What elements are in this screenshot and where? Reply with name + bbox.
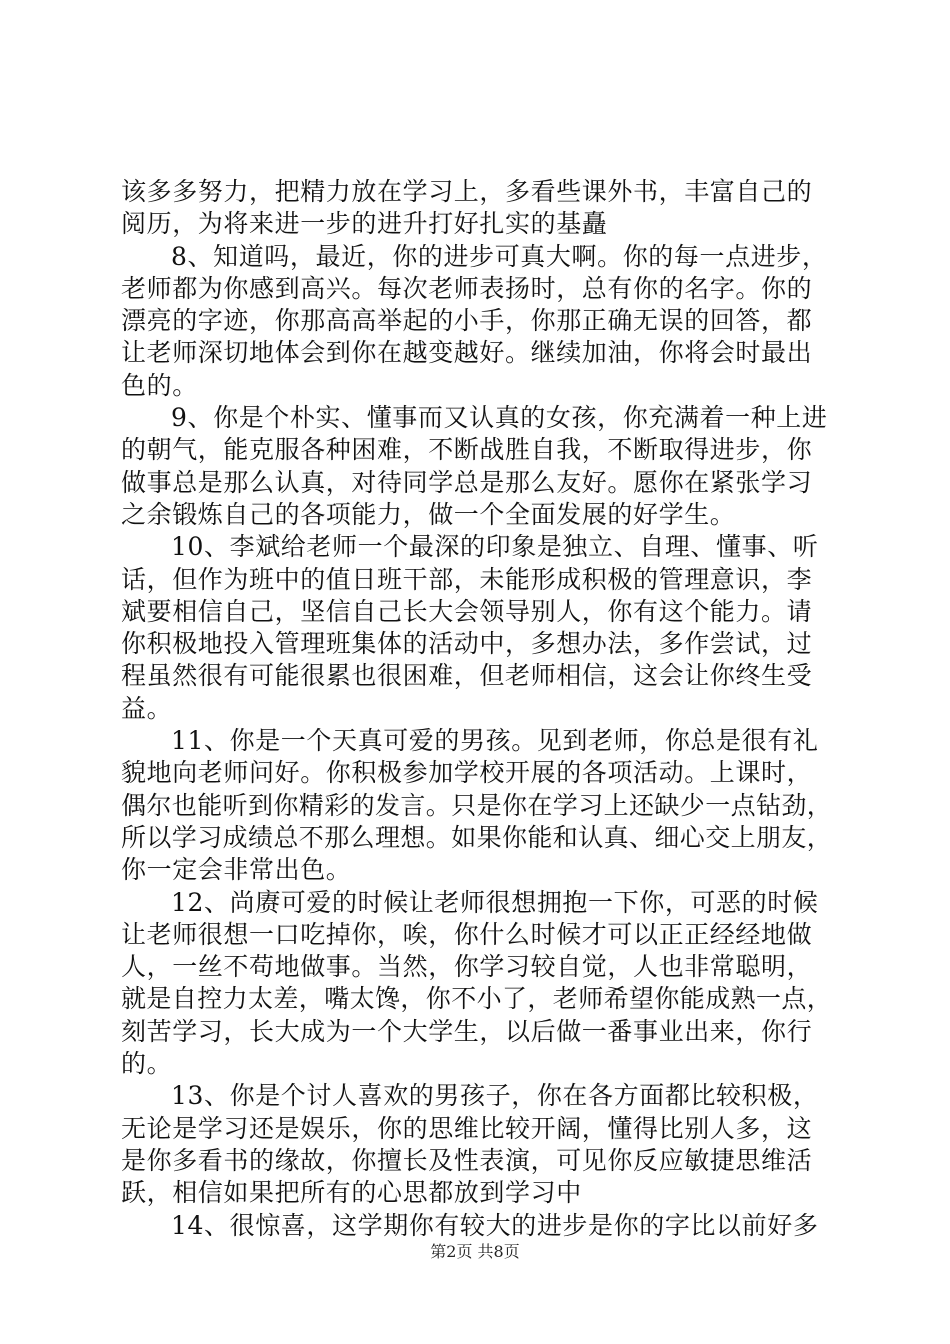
text-line: 12、尚赓可爱的时候让老师很想拥抱一下你，可恶的时候 [171,887,819,917]
text-line: 做事总是那么认真，对待同学总是那么友好。愿你在紧张学习 [121,467,813,497]
text-line: 偶尔也能听到你精彩的发言。只是你在学习上还缺少一点钻劲， [121,790,833,820]
text-line: 老师都为你感到高兴。每次老师表扬时，总有你的名字。你的 [121,273,813,303]
text-line: 你一定会非常出色。 [121,855,352,885]
text-line: 跃，相信如果把所有的心思都放到学习中 [121,1178,582,1208]
text-line: 的。 [121,1049,173,1079]
text-line: 貌地向老师问好。你积极参加学校开展的各项活动。上课时， [121,758,813,788]
text-line: 刻苦学习，长大成为一个大学生，以后做一番事业出来，你行 [121,1016,813,1046]
text-line: 13、你是个讨人喜欢的男孩子，你在各方面都比较积极， [171,1081,819,1111]
text-line: 就是自控力太差，嘴太馋，你不小了，老师希望你能成熟一点， [121,984,833,1014]
text-line: 所以学习成绩总不那么理想。如果你能和认真、细心交上朋友， [121,822,833,852]
text-line: 阅历，为将来进一步的进升打好扎实的基矗 [121,209,608,239]
document-body [121,176,833,1242]
text-line: 是你多看书的缘故，你擅长及性表演，可见你反应敏捷思维活 [121,1145,813,1175]
text-line: 该多多努力，把精力放在学习上，多看些课外书，丰富自己的 [121,177,813,206]
text-line: 的朝气，能克服各种困难，不断战胜自我，不断取得进步，你 [121,435,813,465]
text-line: 11、你是一个天真可爱的男孩。见到老师，你总是很有礼 [171,726,819,756]
text-line: 让老师深切地体会到你在越变越好。继续加油，你将会时最出 [121,338,813,368]
text-line: 无论是学习还是娱乐，你的思维比较开阔，懂得比别人多，这 [121,1113,813,1143]
text-line: 益。 [121,693,173,723]
text-line: 10、李斌给老师一个最深的印象是独立、自理、懂事、听 [171,532,819,562]
text-line: 你积极地投入管理班集体的活动中，多想办法，多作尝试，过 [121,629,813,659]
text-line: 色的。 [121,370,198,400]
text-line: 程虽然很有可能很累也很困难，但老师相信，这会让你终生受 [121,661,813,691]
text-line: 让老师很想一口吃掉你，唉，你什么时候才可以正正经经地做 [121,919,813,949]
text-line: 之余锻炼自己的各项能力，做一个全面发展的好学生。 [121,499,736,529]
text-line: 话，但作为班中的值日班干部，未能形成积极的管理意识，李 [121,564,813,594]
page-number-footer: 第2页 共8页 [430,1242,520,1261]
text-line: 8、知道吗，最近，你的进步可真大啊。你的每一点进步， [171,241,828,271]
text-line: 人，一丝不苟地做事。当然，你学习较自觉，人也非常聪明， [121,952,813,982]
text-line: 漂亮的字迹，你那高高举起的小手，你那正确无误的回答，都 [121,306,813,336]
text-line: 斌要相信自己，坚信自己长大会领导别人，你有这个能力。请 [121,596,813,626]
text-line: 14、很惊喜，这学期你有较大的进步是你的字比以前好多 [171,1210,819,1240]
text-line: 9、你是个朴实、懂事而又认真的女孩，你充满着一种上进 [171,403,828,433]
